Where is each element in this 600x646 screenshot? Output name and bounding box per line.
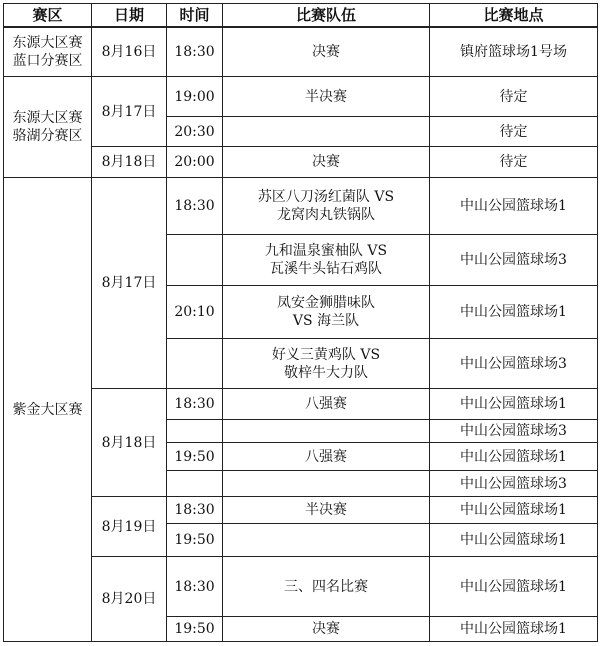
time-cell: 18:30: [167, 497, 223, 524]
teams-cell: [223, 524, 430, 557]
region-cell: 东源大区赛 蓝口分赛区: [4, 27, 92, 77]
teams-cell: 八强赛: [223, 389, 430, 420]
venue-cell: 待定: [430, 117, 598, 147]
teams-cell: 决赛: [223, 147, 430, 178]
venue-cell: 中山公园篮球场1: [430, 557, 598, 617]
table-row: [4, 147, 598, 178]
time-cell: 18:30: [167, 389, 223, 420]
date-cell: 8月18日: [92, 147, 167, 178]
schedule-table: [3, 3, 598, 642]
table-row: [4, 178, 598, 235]
date-cell: 8月18日: [92, 389, 167, 497]
table-row: [4, 557, 598, 617]
teams-cell: 三、四名比赛: [223, 557, 430, 617]
teams-cell: [223, 471, 430, 497]
venue-cell: 中山公园篮球场3: [430, 339, 598, 389]
date-cell: 8月20日: [92, 557, 167, 642]
time-cell: 19:50: [167, 524, 223, 557]
header-region: 赛区: [4, 4, 92, 27]
venue-cell: 中山公园篮球场1: [430, 617, 598, 642]
teams-cell: 决赛: [223, 617, 430, 642]
time-cell: 19:00: [167, 77, 223, 117]
table-row: [4, 27, 598, 77]
venue-cell: 中山公园篮球场1: [430, 178, 598, 235]
table-row: [4, 77, 598, 117]
time-cell: 18:30: [167, 27, 223, 77]
date-cell: 8月17日: [92, 77, 167, 147]
time-cell: 18:30: [167, 178, 223, 235]
date-cell: 8月19日: [92, 497, 167, 557]
table-row: [4, 389, 598, 420]
venue-cell: 中山公园篮球场3: [430, 235, 598, 286]
time-cell: 20:30: [167, 117, 223, 147]
time-cell: [167, 420, 223, 443]
teams-cell: 苏区八刀汤红菌队 VS 龙窝肉丸铁锅队: [223, 178, 430, 235]
time-cell: 20:00: [167, 147, 223, 178]
time-cell: [167, 339, 223, 389]
region-cell: 紫金大区赛: [4, 178, 92, 642]
teams-cell: 八强赛: [223, 443, 430, 471]
teams-cell: 好义三黄鸡队 VS 敬梓牛大力队: [223, 339, 430, 389]
date-cell: 8月16日: [92, 27, 167, 77]
header-date: 日期: [92, 4, 167, 27]
time-cell: 18:30: [167, 557, 223, 617]
venue-cell: 中山公园篮球场1: [430, 443, 598, 471]
time-cell: 19:50: [167, 617, 223, 642]
time-cell: 19:50: [167, 443, 223, 471]
venue-cell: 中山公园篮球场3: [430, 471, 598, 497]
teams-cell: 半决赛: [223, 497, 430, 524]
region-cell: 东源大区赛 骆湖分赛区: [4, 77, 92, 178]
teams-cell: 九和温泉蜜柚队 VS 瓦溪牛头钻石鸡队: [223, 235, 430, 286]
teams-cell: 决赛: [223, 27, 430, 77]
venue-cell: 中山公园篮球场1: [430, 524, 598, 557]
time-cell: [167, 471, 223, 497]
header-venue: 比赛地点: [430, 4, 598, 27]
time-cell: 20:10: [167, 286, 223, 339]
venue-cell: 中山公园篮球场1: [430, 389, 598, 420]
teams-cell: 半决赛: [223, 77, 430, 117]
table-row: [4, 497, 598, 524]
venue-cell: 中山公园篮球场3: [430, 420, 598, 443]
header-time: 时间: [167, 4, 223, 27]
teams-cell: [223, 117, 430, 147]
teams-cell: 凤安金狮腊味队 VS 海兰队: [223, 286, 430, 339]
venue-cell: 中山公园篮球场1: [430, 497, 598, 524]
date-cell: 8月17日: [92, 178, 167, 389]
header-teams: 比赛队伍: [223, 4, 430, 27]
venue-cell: 待定: [430, 77, 598, 117]
table-header-row: [4, 4, 598, 27]
venue-cell: 待定: [430, 147, 598, 178]
venue-cell: 中山公园篮球场1: [430, 286, 598, 339]
teams-cell: [223, 420, 430, 443]
time-cell: [167, 235, 223, 286]
venue-cell: 镇府篮球场1号场: [430, 27, 598, 77]
